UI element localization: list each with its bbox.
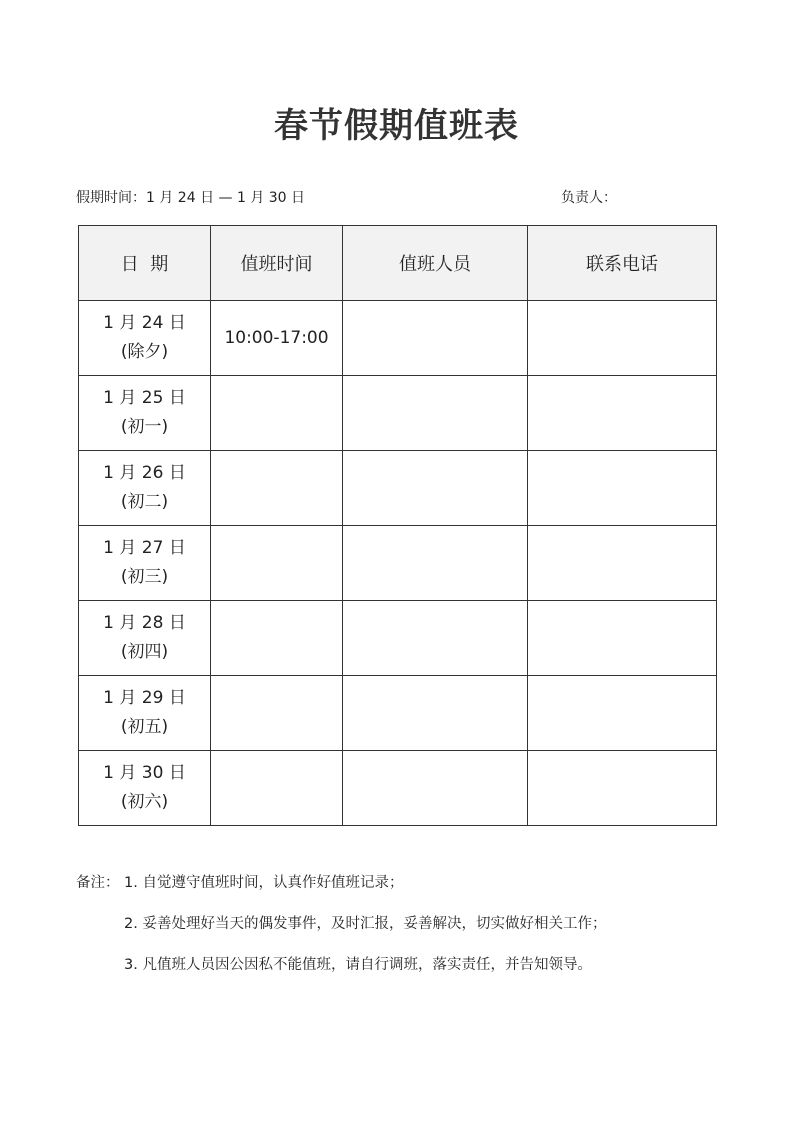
table-row	[79, 301, 717, 376]
date-cell	[79, 301, 211, 376]
duty-staff-cell	[343, 301, 528, 376]
day-name: (初三)	[120, 567, 169, 587]
duty-time-cell	[211, 601, 343, 676]
duty-staff-cell	[343, 751, 528, 826]
header-duty-time: 值班时间	[211, 226, 343, 301]
date-cell	[79, 526, 211, 601]
contact-phone-cell	[528, 676, 717, 751]
duty-staff-cell	[343, 451, 528, 526]
day-name: (初一)	[120, 417, 169, 437]
duty-staff-cell	[343, 376, 528, 451]
duty-roster-table	[78, 225, 717, 826]
note-text: 2. 妥善处理好当天的偶发事件，及时汇报，妥善解决，切实做好相关工作；	[124, 916, 607, 932]
note-item	[76, 913, 606, 954]
date-text: 1 月 24 日	[103, 313, 186, 333]
table-row	[79, 601, 717, 676]
note-item	[76, 872, 606, 913]
table-row	[79, 676, 717, 751]
day-name: (除夕)	[120, 342, 169, 362]
contact-phone-cell	[528, 301, 717, 376]
document-title: 春节假期值班表	[274, 106, 519, 146]
date-text: 1 月 28 日	[103, 613, 186, 633]
duty-staff-cell	[343, 601, 528, 676]
duty-time-cell	[211, 751, 343, 826]
date-text: 1 月 30 日	[103, 763, 186, 783]
date-text: 1 月 25 日	[103, 388, 186, 408]
date-text: 1 月 27 日	[103, 538, 186, 558]
duty-staff-cell	[343, 526, 528, 601]
note-text: 1. 自觉遵守值班时间，认真作好值班记录；	[124, 875, 404, 891]
contact-phone-cell	[528, 451, 717, 526]
date-cell	[79, 376, 211, 451]
day-name: (初二)	[120, 492, 169, 512]
contact-phone-cell	[528, 526, 717, 601]
day-name: (初六)	[120, 792, 169, 812]
duty-time-cell	[211, 676, 343, 751]
duty-staff-cell	[343, 676, 528, 751]
holiday-period: 假期时间：1 月 24 日 — 1 月 30 日	[76, 190, 306, 206]
date-cell	[79, 601, 211, 676]
date-cell	[79, 451, 211, 526]
header-contact-phone: 联系电话	[528, 226, 717, 301]
duty-time-cell	[211, 451, 343, 526]
notes-section	[76, 872, 606, 995]
notes-label: 备注：	[76, 875, 120, 891]
contact-phone-cell	[528, 751, 717, 826]
date-text: 1 月 29 日	[103, 688, 186, 708]
note-text: 3. 凡值班人员因公因私不能值班，请自行调班，落实责任，并告知领导。	[124, 957, 592, 973]
responsible-person-label: 负责人：	[561, 190, 617, 206]
date-cell	[79, 751, 211, 826]
contact-phone-cell	[528, 601, 717, 676]
note-item	[76, 954, 606, 995]
table-header-row	[79, 226, 717, 301]
date-cell	[79, 676, 211, 751]
day-name: (初四)	[120, 642, 169, 662]
contact-phone-cell	[528, 376, 717, 451]
date-text: 1 月 26 日	[103, 463, 186, 483]
header-duty-staff: 值班人员	[343, 226, 528, 301]
duty-time-cell	[211, 376, 343, 451]
day-name: (初五)	[120, 717, 169, 737]
table-row	[79, 451, 717, 526]
duty-time-cell: 10:00-17:00	[211, 301, 343, 376]
duty-time-cell	[211, 526, 343, 601]
table-row	[79, 751, 717, 826]
header-date: 日 期	[79, 226, 211, 301]
table-row	[79, 526, 717, 601]
table-row	[79, 376, 717, 451]
